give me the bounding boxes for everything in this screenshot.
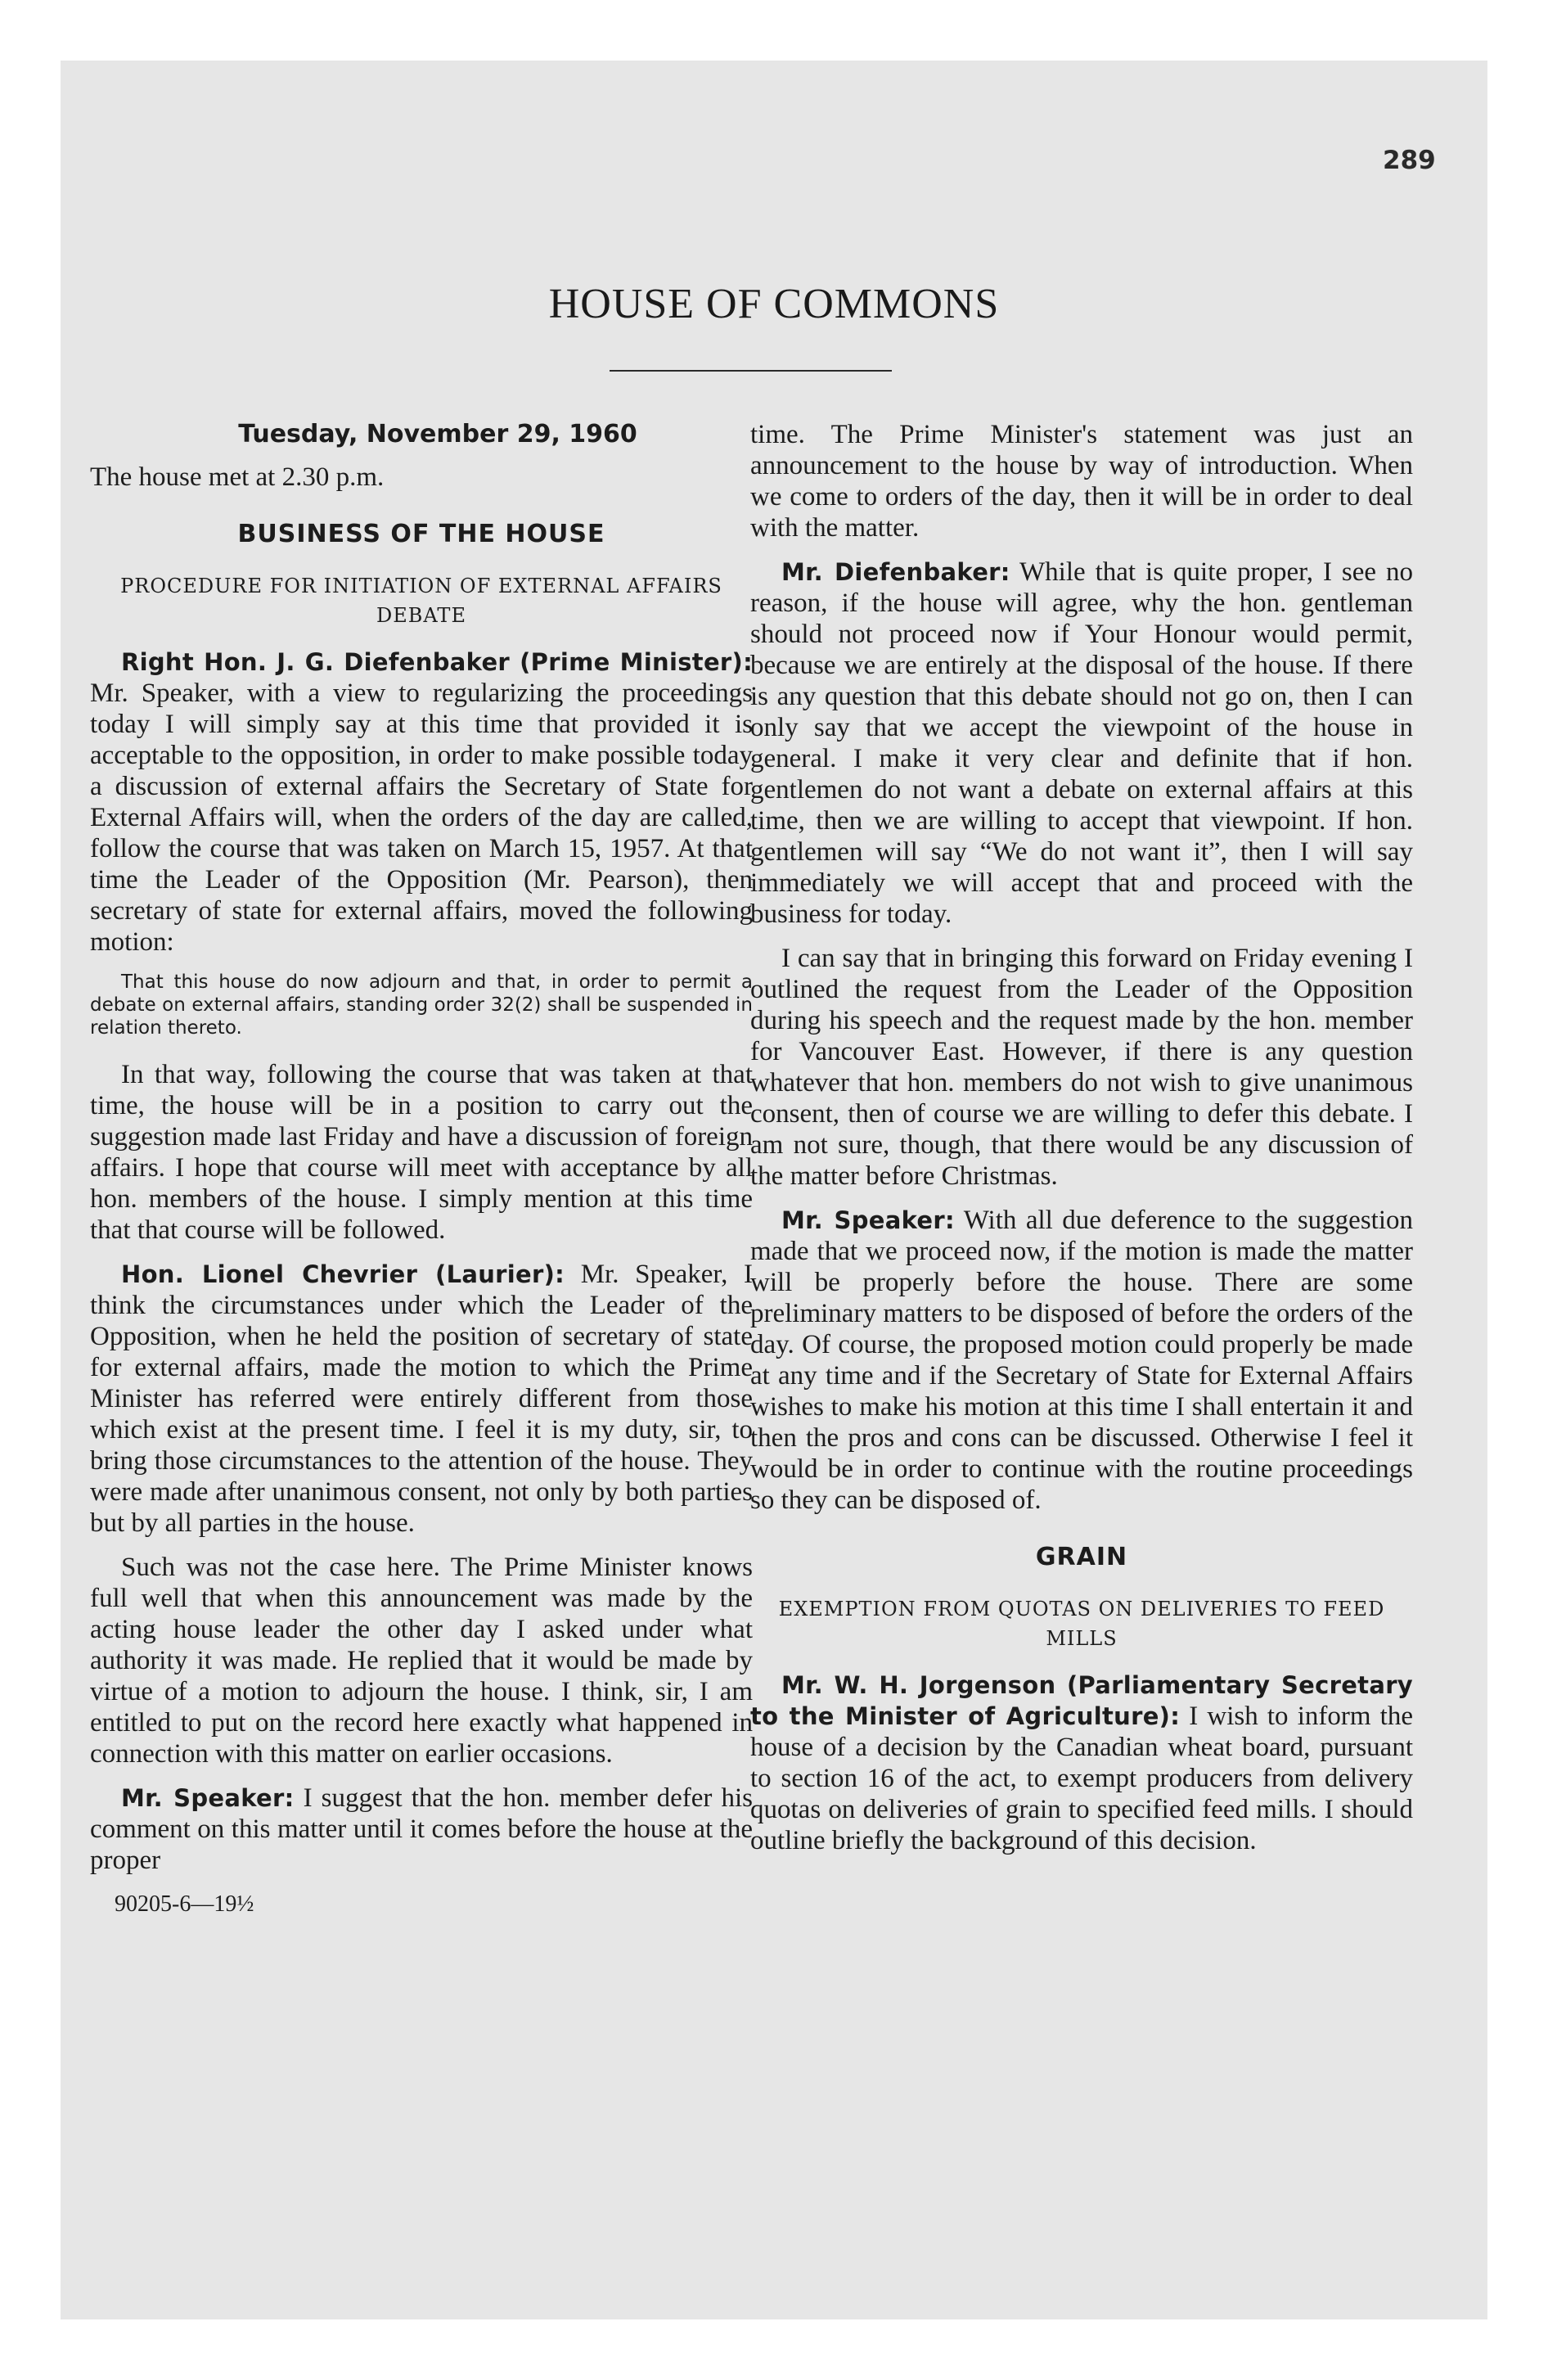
footer-code: 90205-6—19½ [115,1891,254,1917]
speaker-name: Mr. Diefenbaker: [781,558,1010,586]
left-column [90,419,753,1920]
speech-text: I suggest that the hon. member defer his comment on this matter until it comes before the house at the proper [90,1783,753,1875]
subsection-heading-exemption: EXEMPTION FROM QUOTAS ON DELIVERIES TO FEED MILLS [778,1598,1385,1650]
speech-diefenbaker [750,557,1413,930]
sitting-opening: The house met at 2.30 p.m. [90,462,385,492]
speech-text: While that is quite proper, I see no reason, if the house will agree, why the hon. gentleman should not proceed now if Your Honour would permit, because we are entirely at the disposal of the house. If there is any question that this debate should not go on, then I can only say that we accept the viewpoint of the house in general. I make it very clear and definite that if hon. gentlemen do not want a debate on external affairs at this time, then we are willing to accept that viewpoint. If hon. gentlemen will say “We do not want it”, then I will say immediately we will accept that and proceed with the business for today. [750,557,1414,929]
speech-speaker [90,1783,753,1876]
motion-quote [90,971,753,1039]
speech-text: Mr. Speaker, with a view to regularizing the proceedings today I will simply say at this time that provided it is acceptable to the opposition, in order to make possible today a discussion of external affairs the Secretary of State for External Affairs will, when the orders of the day are called, follow the course that was taken on March 15, 1957. At that time the Leader of the Opposition (Mr. Pearson), then secretary of state for external affairs, moved the following motion: [90,678,753,957]
speaker-name: Mr. Speaker: [121,1784,295,1812]
page-number: 289 [1383,146,1436,175]
subsection-heading-procedure: PROCEDURE FOR INITIATION OF EXTERNAL AFFAIRS DEBATE [120,575,722,627]
title-divider [610,370,892,372]
motion-text: That this house do now adjourn and that, in order to permit a debate on external affairs, standing order 32(2) shall be suspended in relation thereto. [90,971,753,1039]
speech-diefenbaker [90,647,753,958]
speaker-name: Mr. Speaker: [781,1206,955,1234]
paragraph: I can say that in bringing this forward on Friday evening I outlined the request from the Leader of the Opposition during his speech and the request made by the hon. member for Vancouver East. However, if there is any question whatever that hon. members do not wish to give unanimous consent, then of course we are willing to defer this debate. I am not sure, though, that there would be any discussion of the matter before Christmas. [750,944,1413,1191]
paragraph: time. The Prime Minister's statement was just an announcement to the house by way of introduction. When we come to orders of the day, then it will be in order to deal with the matter. [750,420,1413,543]
speech-speaker [750,1205,1413,1516]
speech-jorgenson [750,1670,1413,1856]
page-title: HOUSE OF COMMONS [548,281,1000,327]
paragraph: In that way, following the course that was taken at that time, the house will be in a position to carry out the suggestion made last Friday and have a discussion of foreign affairs. I hope that course will meet with acceptance by all hon. members of the house. I simply mention at this time that that course will be followed. [90,1060,753,1245]
sitting-date: Tuesday, November 29, 1960 [238,420,637,449]
speaker-name: Right Hon. J. G. Diefenbaker (Prime Minister): [121,648,753,676]
speech-chevrier [90,1259,753,1539]
speech-text: With all due deference to the suggestion made that we proceed now, if the motion is made the matter will be properly before the house. There are some preliminary matters to be disposed of before the orders of the day. Of course, the proposed motion could properly be made at any time and if the Secretary of State for External Affairs wishes to make his motion at this time I shall entertain it and then the pros and cons can be discussed. Otherwise I feel it would be in order to continue with the routine proceedings so they can be disposed of. [750,1206,1413,1515]
section-heading-grain: GRAIN [1035,1543,1128,1571]
speech-text: Mr. Speaker, I think the circumstances under which the Leader of the Opposition, when he held the position of secretary of state for external affairs, made the motion to which the Prime Minister has referred were entirely different from those which exist at the present time. I feel it is my duty, sir, to bring those circumstances to the attention of the house. They were made after unanimous consent, not only by both parties but by all parties in the house. [90,1260,754,1538]
speaker-name: Mr. W. H. Jorgenson (Parliamentary Secretary to the Minister of Agriculture): [750,1671,1413,1730]
speaker-name: Hon. Lionel Chevrier (Laurier): [121,1260,565,1288]
speech-text: I wish to inform the house of a decision by the Canadian wheat board, pursuant to section 16 of the act, to exempt producers from delivery quotas on deliveries of grain to specified feed mills. I should outline briefly the background of this decision. [750,1702,1413,1855]
section-heading-business: BUSINESS OF THE HOUSE [237,520,605,548]
paragraph: Such was not the case here. The Prime Minister knows full well that when this announcement was made by the acting house leader the other day I asked under what authority it was made. He replied that it would be made by virtue of a motion to adjourn the house. I think, sir, I am entitled to put on the record here exactly what happened in connection with this matter on earlier occasions. [90,1553,753,1769]
right-column [750,419,1413,1869]
